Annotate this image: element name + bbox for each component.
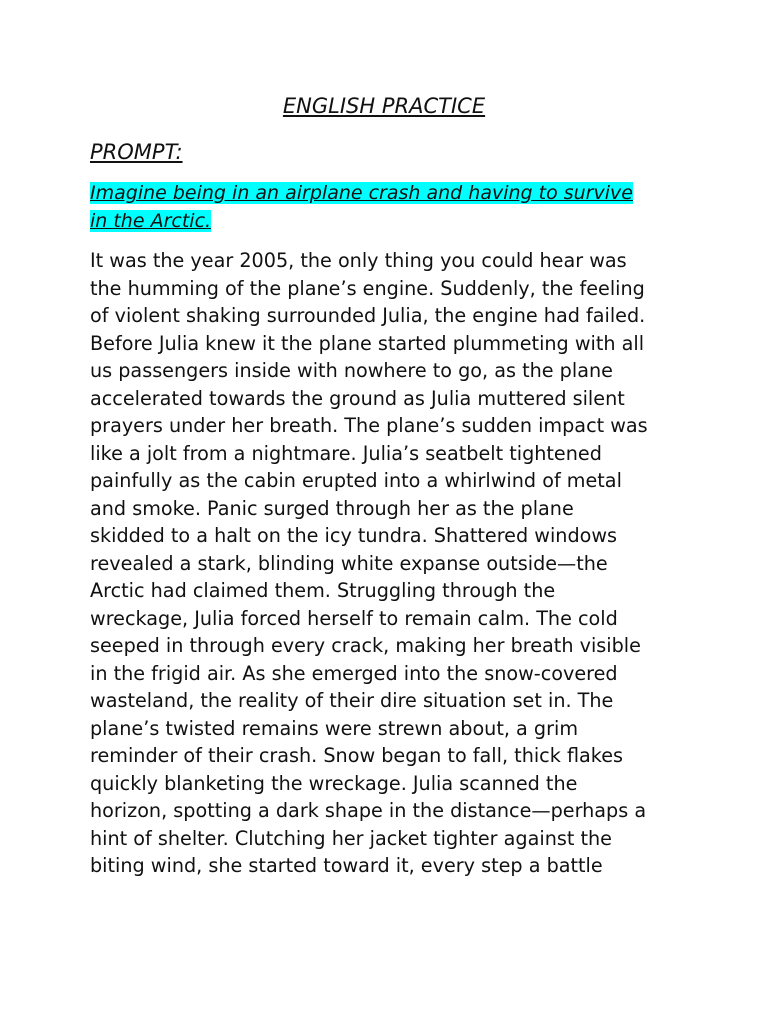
story-line: painfully as the cabin erupted into a whirlwind of metal <box>90 469 622 492</box>
story-line: like a jolt from a nightmare. Julia’s seatbelt tightened <box>90 441 602 465</box>
story-line: wreckage, Julia forced herself to remain calm. The cold <box>90 606 618 630</box>
story-line: the humming of the plane’s engine. Suddenly, the feeling <box>90 276 645 300</box>
story-line: biting wind, she started toward it, every step a battle <box>90 854 603 877</box>
story-line: horizon, spotting a dark shape in the distance—perhaps a <box>90 799 647 822</box>
prompt-label: PROMPT: <box>90 140 183 164</box>
story-line: skidded to a halt on the icy tundra. Shattered windows <box>90 524 618 547</box>
story-line: quickly blanketing the wreckage. Julia scanned the <box>90 771 578 795</box>
prompt-line-2: in the Arctic. <box>90 210 212 232</box>
document-title: ENGLISH PRACTICE <box>282 94 486 118</box>
story-line: It was the year 2005, the only thing you could hear was <box>90 249 627 272</box>
story-line: and smoke. Panic surged through her as the plane <box>90 496 574 520</box>
story-line: in the frigid air. As she emerged into the snow-covered <box>90 661 618 685</box>
story-body <box>90 247 690 880</box>
prompt-line-1: Imagine being in an airplane crash and having to survive <box>90 182 633 204</box>
story-line: prayers under her breath. The plane’s sudden impact was <box>90 414 648 437</box>
story-line: us passengers inside with nowhere to go, as the plane <box>90 359 613 382</box>
story-line: accelerated towards the ground as Julia muttered silent <box>90 386 625 410</box>
story-line: Before Julia knew it the plane started plummeting with all <box>90 331 645 355</box>
story-line: revealed a stark, blinding white expanse outside—the <box>90 551 608 575</box>
story-line: hint of shelter. Clutching her jacket tighter against the <box>90 826 612 850</box>
story-line: reminder of their crash. Snow began to fall, thick flakes <box>90 744 624 767</box>
story-line: plane’s twisted remains were strewn about, a grim <box>90 716 579 740</box>
story-line: Arctic had claimed them. Struggling through the <box>90 579 556 602</box>
story-line: wasteland, the reality of their dire situation set in. The <box>90 689 614 712</box>
story-line: seeped in through every crack, making her breath visible <box>90 634 641 657</box>
prompt-text <box>90 179 680 235</box>
story-line: of violent shaking surrounded Julia, the engine had failed. <box>90 304 646 327</box>
